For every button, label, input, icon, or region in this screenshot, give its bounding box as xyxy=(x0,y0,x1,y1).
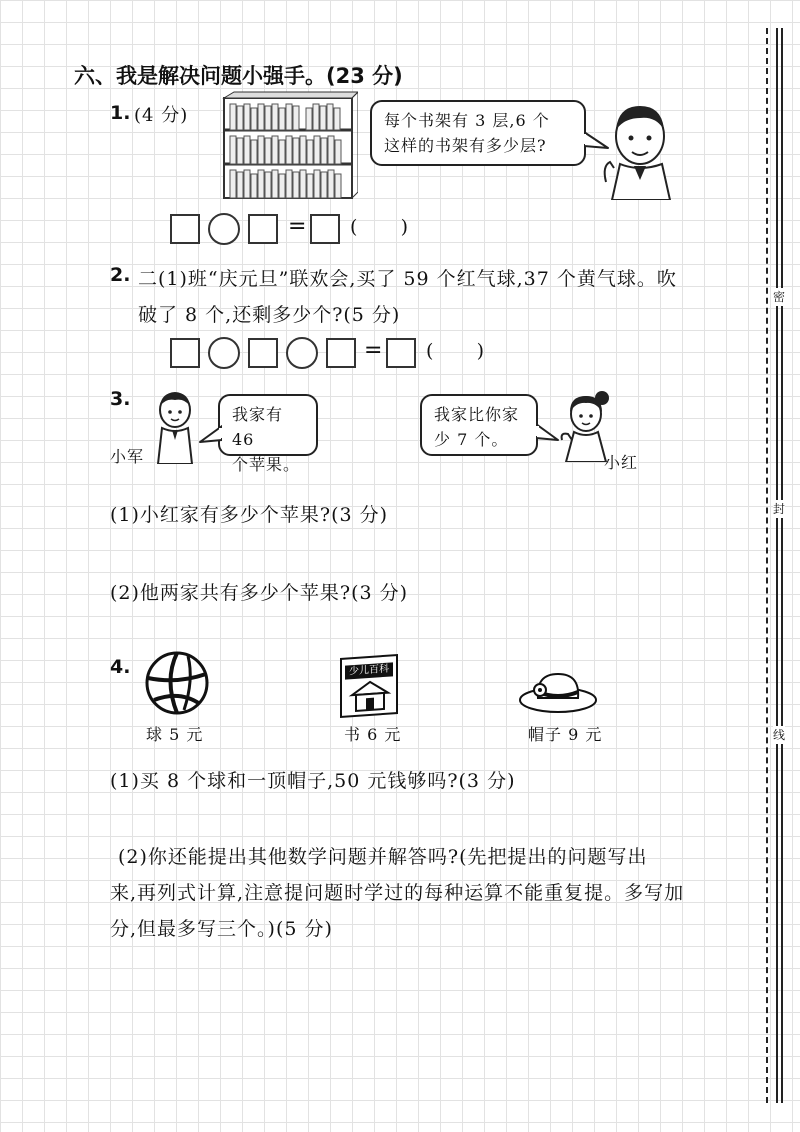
q1-operator-circle[interactable] xyxy=(208,213,240,245)
xiaojun-speech-line-2: 个苹果。 xyxy=(232,455,301,474)
q2-operand-box-2[interactable] xyxy=(248,338,278,368)
binding-line-dashed xyxy=(766,28,768,1103)
q3-subquestion-2: (2)他两家共有多少个苹果?(3 分) xyxy=(110,582,409,604)
q1-unit-paren[interactable]: ( ) xyxy=(350,216,410,238)
xiaojun-speech-line-1: 我家有 46 xyxy=(232,405,284,449)
q2-operand-box-1[interactable] xyxy=(170,338,200,368)
q1-speech-line-2: 这样的书架有多少层? xyxy=(384,136,547,155)
section-heading: 六、我是解决问题小强手。(23 分) xyxy=(74,64,403,88)
hat-price-label: 帽子 9 元 xyxy=(528,725,603,744)
q2-operator-circle-1[interactable] xyxy=(208,337,240,369)
q1-operand-box-2[interactable] xyxy=(248,214,278,244)
q3-number: 3. xyxy=(110,388,131,410)
q3-subquestion-1: (1)小红家有多少个苹果?(3 分) xyxy=(110,504,389,526)
xiaohong-speech-line-2: 少 7 个。 xyxy=(434,430,509,449)
q2-answer-box[interactable] xyxy=(386,338,416,368)
seal-feng: 封 xyxy=(773,502,786,516)
q1-operand-box-1[interactable] xyxy=(170,214,200,244)
q1-answer-box[interactable] xyxy=(310,214,340,244)
book-cover-title: 少儿百科 xyxy=(345,662,393,679)
xiaohong-name: 小红 xyxy=(604,453,639,472)
ball-price-label: 球 5 元 xyxy=(146,725,204,744)
xiaohong-speech-bubble xyxy=(420,394,538,456)
q1-speech-line-1: 每个书架有 3 层,6 个 xyxy=(384,111,550,130)
q2-line-2: 破了 8 个,还剩多少个?(5 分) xyxy=(138,304,401,326)
bookshelf-image xyxy=(218,90,358,202)
q2-equals-sign: = xyxy=(364,338,383,363)
q2-operator-circle-2[interactable] xyxy=(286,337,318,369)
q4-subquestion-2-line-3: 分,但最多写三个。)(5 分) xyxy=(110,918,333,940)
q2-operand-box-3[interactable] xyxy=(326,338,356,368)
q2-number: 2. xyxy=(110,264,131,286)
book-price-label: 书 6 元 xyxy=(344,725,402,744)
house-icon xyxy=(348,678,392,713)
xiaojun-name: 小军 xyxy=(110,447,145,466)
seal-mi: 密 xyxy=(773,290,786,304)
q2-unit-paren[interactable]: ( ) xyxy=(426,340,486,362)
xiaojun-illustration xyxy=(150,390,200,464)
q4-subquestion-1: (1)买 8 个球和一顶帽子,50 元钱够吗?(3 分) xyxy=(110,770,516,792)
q1-score: (4 分) xyxy=(134,105,189,126)
binding-line-solid-1 xyxy=(776,28,778,1103)
encyclopedia-book-image xyxy=(340,654,398,718)
xiaojun-speech-bubble xyxy=(218,394,318,474)
volleyball-icon xyxy=(144,650,210,716)
q4-subquestion-2-line-2: 来,再列式计算,注意提问题时学过的每种运算不能重复提。多写加 xyxy=(110,882,685,904)
binding-line-solid-2 xyxy=(781,28,783,1103)
seal-xian: 线 xyxy=(773,728,786,742)
xiaojun-speech-tail xyxy=(198,424,222,448)
q4-subquestion-2-line-1: (2)你还能提出其他数学问题并解答吗?(先把提出的问题写出 xyxy=(118,846,648,868)
xiaohong-speech-tail xyxy=(536,422,560,446)
q1-equals-sign: = xyxy=(288,214,307,239)
q1-speech-bubble xyxy=(370,100,586,166)
hat-icon xyxy=(518,666,598,714)
xiaohong-speech-line-1: 我家比你家 xyxy=(434,405,520,424)
boy-teacher-illustration xyxy=(600,96,682,200)
q1-number: 1. xyxy=(110,102,131,124)
q2-line-1: 二(1)班“庆元旦”联欢会,买了 59 个红气球,37 个黄气球。吹 xyxy=(138,268,677,290)
q4-number: 4. xyxy=(110,656,131,678)
